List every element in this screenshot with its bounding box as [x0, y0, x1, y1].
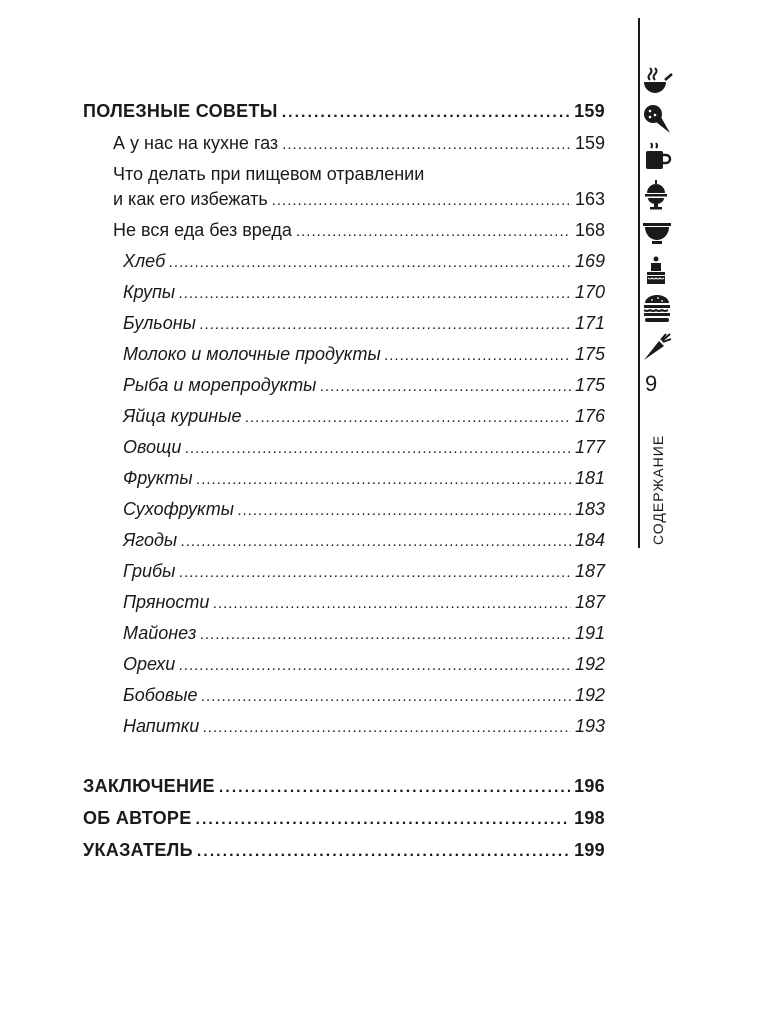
toc-dot-leader — [169, 255, 571, 270]
toc-item-entry — [123, 716, 605, 737]
toc-dot-leader — [197, 844, 570, 860]
toc-entry-title: Яйца куриные — [123, 406, 242, 426]
toc-entry-page: 176 — [574, 406, 605, 426]
toc-entry-page: 159 — [574, 101, 605, 121]
ice-cream-icon — [641, 103, 673, 135]
toc-entry-title: Не вся еда без вреда — [113, 220, 292, 240]
toc-entry-page: 183 — [574, 499, 605, 519]
egg-cup-icon — [641, 179, 673, 211]
toc-entry-page: 192 — [574, 685, 605, 705]
toc-item-entry — [123, 251, 605, 272]
toc-main-entry — [83, 808, 605, 829]
soup-bowl-icon — [641, 65, 673, 97]
toc-item-entry — [123, 530, 605, 551]
toc-item-entry — [123, 499, 605, 520]
cake-icon — [641, 255, 673, 287]
toc-item-entry — [123, 561, 605, 582]
toc-entry-title: и как его избежать — [113, 189, 268, 209]
toc-item-entry — [123, 282, 605, 303]
toc-entry-page: 199 — [574, 840, 605, 860]
toc-item-entry — [123, 344, 605, 365]
toc-entry-title: ЗАКЛЮЧЕНИЕ — [83, 776, 215, 796]
toc-entry-title: Пряности — [123, 592, 210, 612]
toc-entry-title: Майонез — [123, 623, 197, 643]
section-title-vertical: СОДЕРЖАНИЕ — [650, 434, 666, 545]
page-number: 9 — [645, 371, 658, 396]
toc-entry-page: 170 — [574, 282, 605, 302]
toc-main-entry — [83, 776, 605, 797]
toc-dot-leader — [203, 720, 571, 735]
toc-sub-entry — [113, 189, 605, 210]
toc-entry-page: 187 — [574, 592, 605, 612]
toc-item-entry — [123, 468, 605, 489]
toc-entry-title: Хлеб — [123, 251, 166, 271]
toc-entry-page: 163 — [574, 189, 605, 209]
toc-item-entry — [123, 313, 605, 334]
toc-dot-leader — [282, 137, 571, 152]
toc-dot-leader — [282, 105, 570, 121]
toc-dot-leader — [196, 812, 571, 828]
toc-dot-leader — [245, 410, 570, 425]
toc-item-entry — [123, 685, 605, 706]
hot-cup-icon — [641, 141, 673, 173]
toc-main-entry — [83, 101, 605, 122]
toc-entry-page: 169 — [574, 251, 605, 271]
sidebar-icons — [641, 65, 677, 369]
toc-entry-title-line1: Что делать при пищевом отравлении — [113, 164, 425, 184]
toc-entry-title: Рыба и морепродукты — [123, 375, 317, 395]
toc-entry-title: Напитки — [123, 716, 200, 736]
toc-entry-title: А у нас на кухне газ — [113, 133, 279, 153]
toc-entry-page: 184 — [574, 530, 605, 550]
toc-entry-page: 177 — [574, 437, 605, 457]
toc-item-entry — [123, 623, 605, 644]
toc-entry-title: ПОЛЕЗНЫЕ СОВЕТЫ — [83, 101, 278, 121]
toc-dot-leader — [185, 441, 571, 456]
toc-sub-entry — [113, 220, 605, 241]
burger-icon — [641, 293, 673, 325]
toc-entry-page: 196 — [574, 776, 605, 796]
toc-dot-leader — [219, 780, 570, 796]
toc-entry-page: 171 — [574, 313, 605, 333]
toc-item-entry — [123, 592, 605, 613]
carrot-icon — [641, 331, 673, 363]
toc-entry-title: Грибы — [123, 561, 176, 581]
toc-dot-leader — [320, 379, 571, 394]
toc-entry-page: 159 — [574, 133, 605, 153]
toc-entry-page: 168 — [574, 220, 605, 240]
toc-main-entry — [83, 840, 605, 861]
toc-entry-page: 175 — [574, 344, 605, 364]
toc-entry-title: Бобовые — [123, 685, 198, 705]
toc-item-entry — [123, 437, 605, 458]
toc-dot-leader — [200, 627, 571, 642]
toc-entry-page: 192 — [574, 654, 605, 674]
toc-dot-leader — [296, 224, 571, 239]
toc-dot-leader — [200, 317, 571, 332]
toc-entry-title: Молоко и молочные продукты — [123, 344, 381, 364]
toc-dot-leader — [238, 503, 571, 518]
toc-entry-page: 193 — [574, 716, 605, 736]
toc-entry-title: УКАЗАТЕЛЬ — [83, 840, 193, 860]
sidebar-divider — [638, 18, 640, 548]
toc-dot-leader — [179, 565, 571, 580]
toc-item-entry — [123, 654, 605, 675]
toc-entry-title: Орехи — [123, 654, 176, 674]
bowl-icon — [641, 217, 673, 249]
toc-item-entry — [123, 406, 605, 427]
toc-dot-leader — [181, 534, 571, 549]
toc-sub-entry — [113, 133, 605, 154]
toc-dot-leader — [179, 286, 571, 301]
toc-dot-leader — [202, 689, 571, 704]
toc-entry-page: 191 — [574, 623, 605, 643]
toc-entry-page: 181 — [574, 468, 605, 488]
toc-entry-title: Овощи — [123, 437, 182, 457]
toc-entry-title: Фрукты — [123, 468, 193, 488]
toc-entry-page: 175 — [574, 375, 605, 395]
toc-entry-title: Ягоды — [123, 530, 178, 550]
toc-entry-page: 198 — [574, 808, 605, 828]
toc-dot-leader — [179, 658, 571, 673]
toc-entry-title: Крупы — [123, 282, 176, 302]
toc-dot-leader — [272, 193, 571, 208]
toc-dot-leader — [385, 348, 571, 363]
toc-entry-page: 187 — [574, 561, 605, 581]
toc-dot-leader — [213, 596, 571, 611]
toc-item-entry — [123, 375, 605, 396]
toc-entry-title: Бульоны — [123, 313, 196, 333]
toc-entry-title: ОБ АВТОРЕ — [83, 808, 192, 828]
toc-dot-leader — [197, 472, 571, 487]
toc-entry-title: Сухофрукты — [123, 499, 234, 519]
